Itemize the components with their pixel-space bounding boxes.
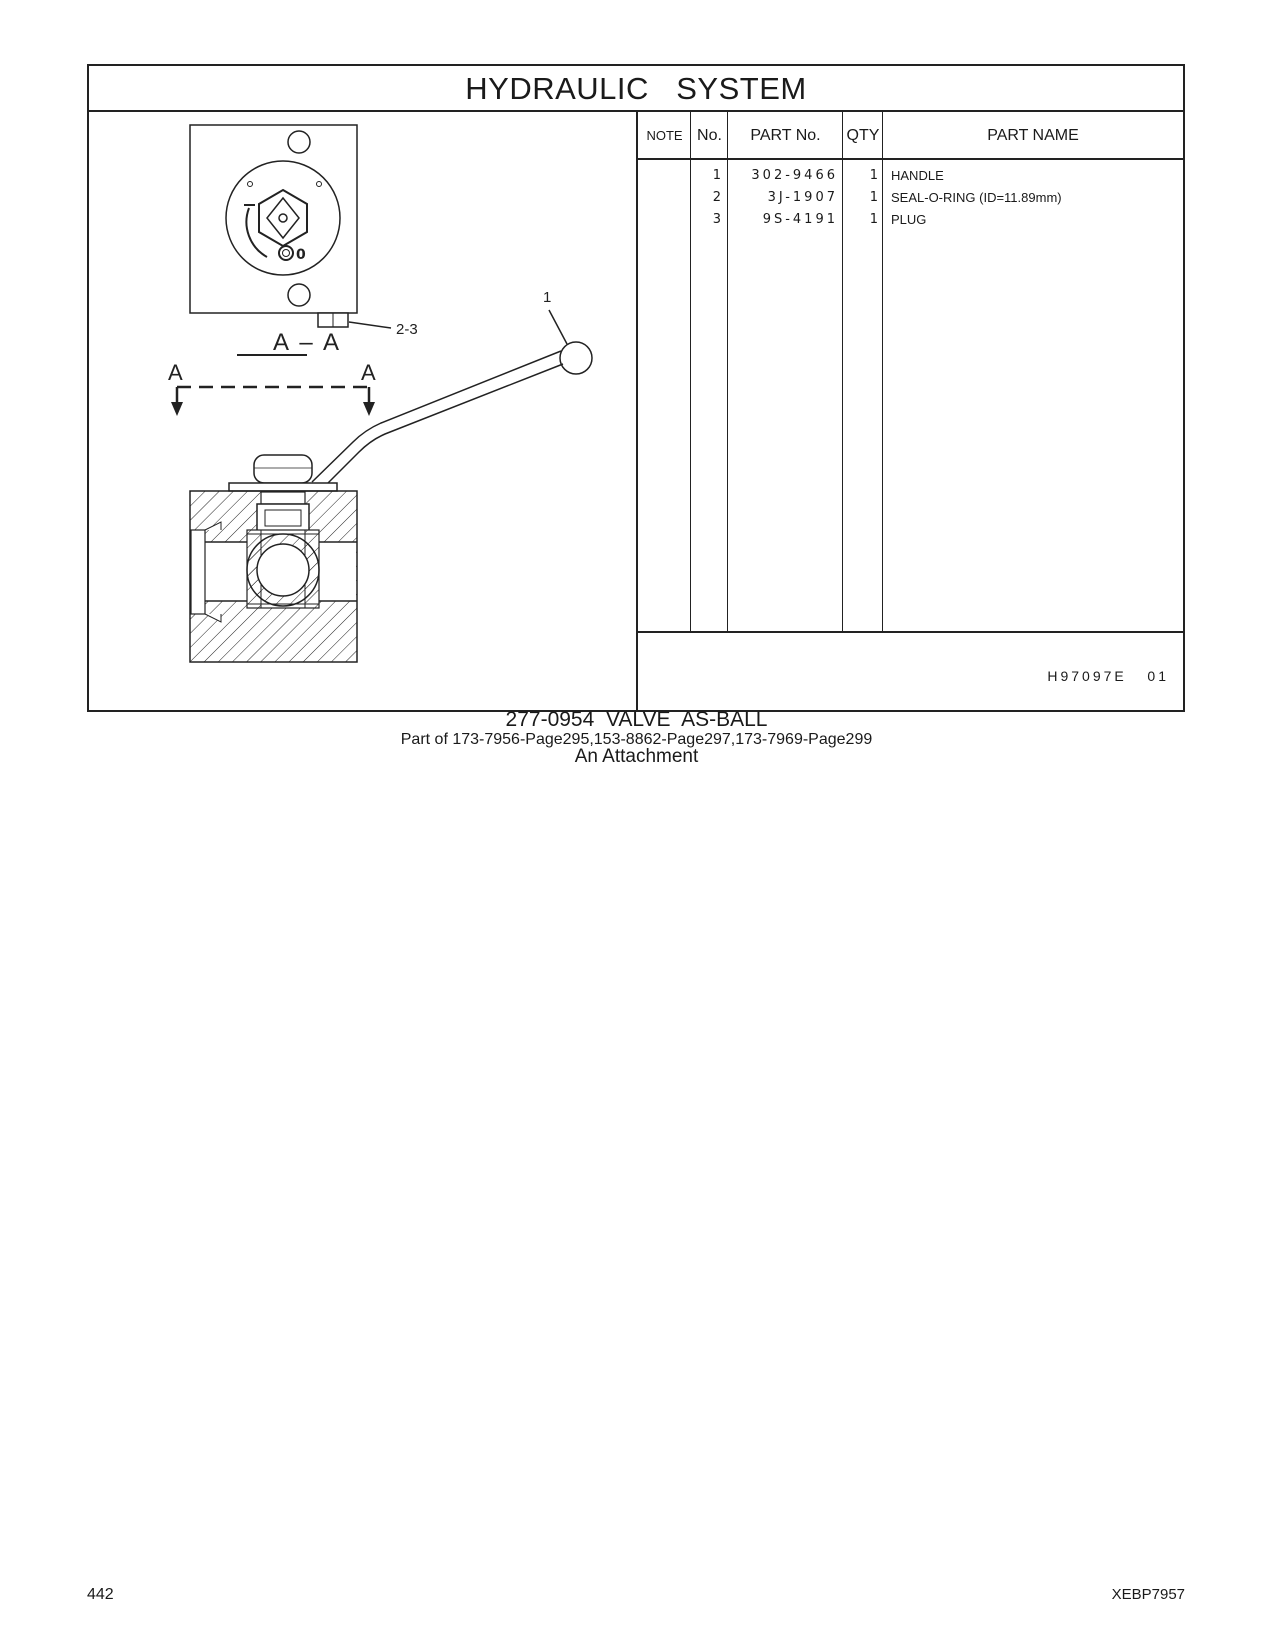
table-row: [638, 208, 1183, 231]
row-no: 1: [712, 168, 721, 183]
row-part-name: PLUG: [891, 212, 927, 227]
header-part-no: PART No.: [750, 127, 821, 144]
cut-label-left: A: [168, 360, 183, 385]
row-no: 2: [712, 190, 721, 205]
assembly-reference: Part of 173-7956-Page295,153-8862-Page297,173-7969-Page299: [400, 731, 873, 748]
dial-mark: 0: [296, 247, 306, 263]
table-row: [638, 164, 1183, 187]
parts-diagram-frame: [87, 64, 1185, 712]
header-note: NOTE: [646, 128, 683, 143]
row-part-no: 9S-4191: [762, 212, 838, 227]
row-part-no: 3J-1907: [767, 190, 838, 205]
document-id: XEBP7957: [1111, 1586, 1185, 1603]
table-bottom-divider: [638, 631, 1183, 633]
assembly-note: An Attachment: [574, 746, 699, 767]
row-part-name: HANDLE: [891, 168, 944, 183]
section-title: HYDRAULIC SYSTEM: [89, 66, 1183, 112]
ball-valve-drawing: [89, 112, 636, 712]
section-view-top: [190, 125, 418, 356]
page-number: 442: [87, 1586, 114, 1603]
figure-code: H97097E 01: [1047, 668, 1169, 684]
row-qty: 1: [869, 212, 878, 227]
row-part-name: SEAL-O-RING (ID=11.89mm): [891, 190, 1062, 205]
section-label: A – A: [273, 329, 339, 356]
section-cut-line: [168, 360, 376, 416]
header-part-name: PART NAME: [987, 127, 1079, 144]
header-divider: [638, 158, 1183, 160]
parts-table: [638, 112, 1183, 712]
callout-2-3: 2-3: [396, 321, 418, 338]
assembly-title: 277-0954 VALVE AS-BALL: [505, 708, 768, 731]
row-qty: 1: [869, 168, 878, 183]
header-no: No.: [697, 127, 722, 144]
row-no: 3: [712, 212, 721, 227]
valve-body-section: [190, 483, 357, 662]
table-row: [638, 186, 1183, 209]
callout-1: 1: [543, 289, 552, 306]
valve-illustration: [89, 112, 638, 712]
header-qty: QTY: [846, 127, 880, 144]
row-qty: 1: [869, 190, 878, 205]
handle-part: [254, 289, 592, 488]
row-part-no: 302-9466: [751, 168, 838, 183]
cut-label-right: A: [361, 360, 376, 385]
